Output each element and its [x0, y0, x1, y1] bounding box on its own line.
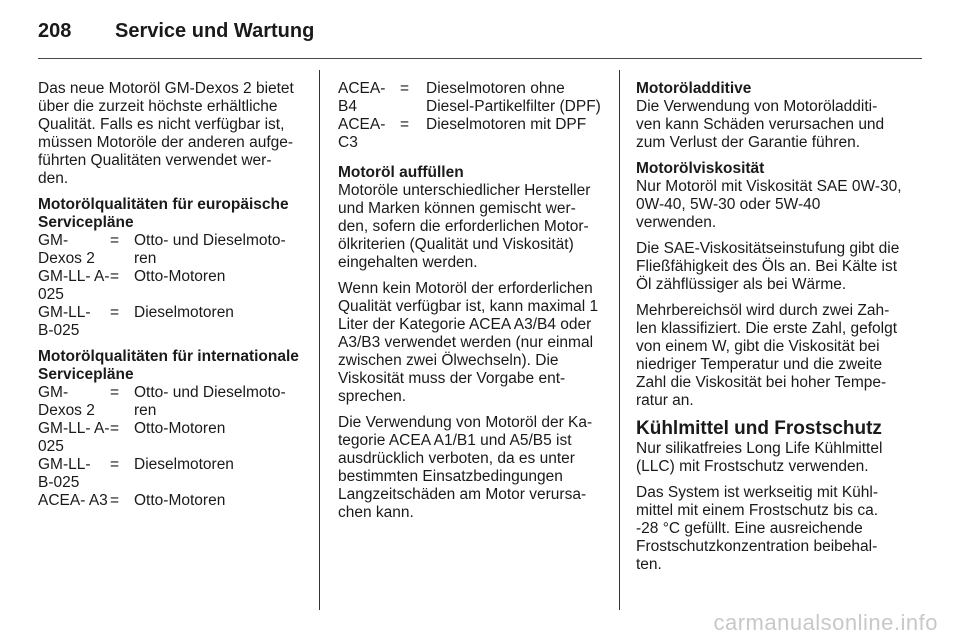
table-row [338, 80, 604, 116]
intl-oil-quality-heading: Motorölqualitäten für internationale Servicepläne [38, 348, 299, 383]
spec-equals: = [110, 232, 120, 249]
spec-equals: = [110, 304, 120, 321]
spec-equals: = [110, 384, 120, 401]
spec-value: Otto-Motoren [134, 420, 226, 437]
spec-key: GM-LL- A-025 [38, 420, 110, 455]
spec-key: ACEA- A3 [38, 492, 108, 509]
watermark: carmanualsonline.info [713, 610, 938, 635]
table-row [38, 456, 304, 492]
spec-value: Otto- und Dieselmoto- ren [134, 232, 286, 267]
oil-viscosity-paragraph-3: Mehrbereichsöl wird durch zwei Zah- len klassifiziert. Die erste Zahl, gefolgt von einem W, gibt die Viskosität bei niedriger Temperatur und die zweite Zahl die Viskosität bei hoher Tempe- ratur an. [636, 302, 898, 409]
spec-key: GM-LL- B-025 [38, 456, 91, 491]
spec-key: GM- Dexos 2 [38, 384, 95, 419]
coolant-paragraph-1: Nur silikatfreies Long Life Kühlmittel (LLC) mit Frostschutz verwenden. [636, 440, 883, 475]
eu-oil-quality-heading: Motorölqualitäten für europäische Servicepläne [38, 196, 289, 231]
oil-refill-paragraph-1: Motoröle unterschiedlicher Hersteller und Marken können gemischt wer- den, sofern die erforderlichen Motor- ölkriterien (Qualität und Viskosität) eingehalten werden. [338, 182, 591, 271]
column-divider-2 [619, 70, 620, 610]
spec-equals: = [110, 456, 120, 473]
acea-diesel-table [338, 80, 604, 152]
spec-value: Otto-Motoren [134, 268, 226, 285]
table-row [38, 268, 304, 304]
column-divider-1 [319, 70, 320, 610]
oil-viscosity-paragraph-2: Die SAE-Viskositätseinstufung gibt die Fließfähigkeit des Öls an. Bei Kälte ist Öl zähflüssiger als bei Wärme. [636, 240, 900, 293]
table-row [338, 116, 604, 152]
spec-value: Dieselmotoren [134, 456, 234, 473]
page-number: 208 [38, 20, 72, 42]
oil-viscosity-paragraph-1: Nur Motoröl mit Viskosität SAE 0W-30, 0W-40, 5W-30 oder 5W-40 verwenden. [636, 178, 902, 231]
column-3 [636, 80, 904, 582]
oil-viscosity-heading: Motorölviskosität [636, 160, 765, 177]
intro-paragraph: Das neue Motoröl GM-Dexos 2 bietet über die zurzeit höchste erhältliche Qualität. Falls es nicht verfügbar ist, müssen Motoröle der anderen aufge- führten Qualitäten verwendet wer- den. [38, 80, 294, 187]
spec-value: Dieselmotoren mit DPF [426, 116, 587, 133]
oil-refill-paragraph-3: Die Verwendung von Motoröl der Ka- tegorie ACEA A1/B1 und A5/B5 ist ausdrücklich verboten, da es unter bestimmten Einsatzbedingungen Langzeitschäden am Motor verursa- chen kann. [338, 414, 593, 521]
spec-value: Otto-Motoren [134, 492, 226, 509]
eu-oil-quality-table [38, 232, 304, 340]
table-row [38, 384, 304, 420]
spec-equals: = [110, 268, 120, 285]
oil-additives-paragraph: Die Verwendung von Motoröladditi- ven kann Schäden verursachen und zum Verlust der Garantie führen. [636, 98, 885, 151]
column-1 [38, 80, 304, 518]
spec-equals: = [400, 80, 410, 97]
table-row [38, 492, 304, 510]
intl-oil-quality-table [38, 384, 304, 510]
table-row [38, 232, 304, 268]
table-row [38, 304, 304, 340]
oil-additives-heading: Motoröladditive [636, 80, 752, 97]
page-header [38, 14, 922, 59]
spec-key: ACEA- B4 [338, 80, 386, 115]
spec-value: Otto- und Dieselmoto- ren [134, 384, 286, 419]
spec-equals: = [110, 420, 120, 437]
spec-key: GM- Dexos 2 [38, 232, 95, 267]
oil-refill-heading: Motoröl auffüllen [338, 164, 464, 181]
spec-key: GM-LL- A-025 [38, 268, 110, 303]
table-row [38, 420, 304, 456]
oil-refill-paragraph-2: Wenn kein Motoröl der erforderlichen Qualität verfügbar ist, kann maximal 1 Liter der Kategorie ACEA A3/B4 oder A3/B3 verwendet werden (nur einmal zwischen zwei Ölwechseln). Die Viskosität muss der Vorgabe ent- sprechen. [338, 280, 599, 405]
spec-value: Dieselmotoren [134, 304, 234, 321]
coolant-paragraph-2: Das System ist werkseitig mit Kühl- mittel mit einem Frostschutz bis ca. -28 °C gefüllt. Eine ausreichende Frostschutzkonzentration beibehal- ten. [636, 484, 879, 573]
spec-equals: = [400, 116, 410, 133]
spec-key: GM-LL- B-025 [38, 304, 91, 339]
spec-equals: = [110, 492, 120, 509]
spec-value: Dieselmotoren ohne Diesel-Partikelfilter (DPF) [426, 80, 601, 115]
page-title: Service und Wartung [115, 20, 315, 42]
spec-key: ACEA- C3 [338, 116, 386, 151]
coolant-section-heading: Kühlmittel und Frostschutz [636, 418, 882, 439]
column-2 [338, 80, 604, 530]
